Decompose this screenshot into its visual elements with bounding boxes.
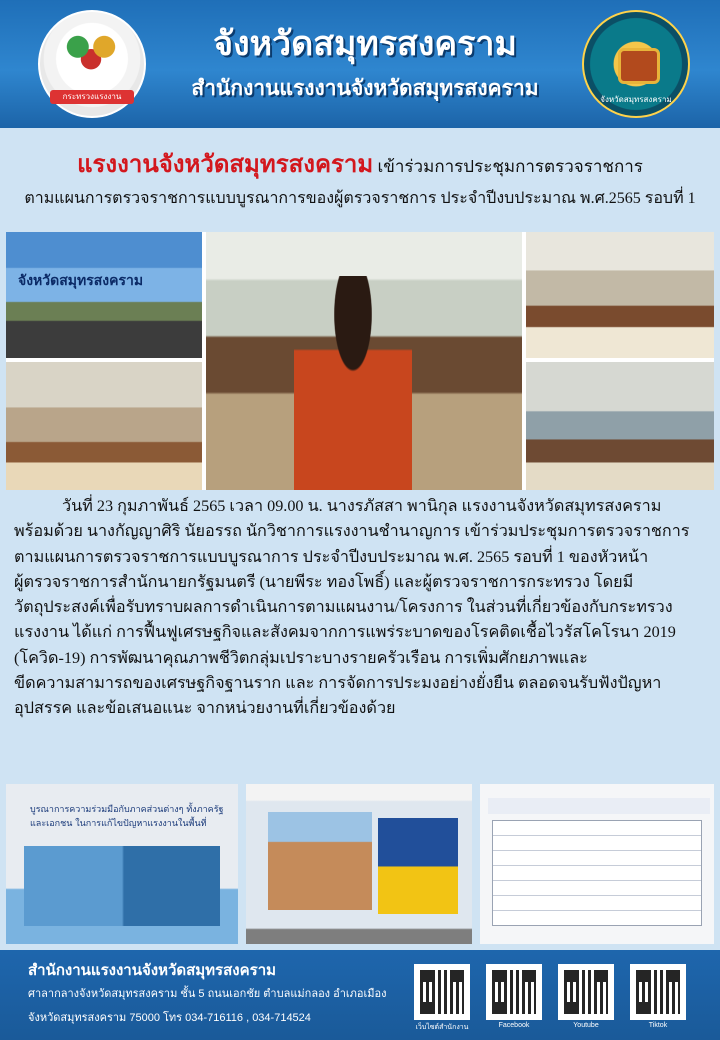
body-line: ขีดความสามารถของเศรษฐกิจฐานราก และ การจัดการประมงอย่างยั่งยืน ตลอดจนรับฟังปัญหา: [14, 674, 662, 693]
photo-sign-text: จังหวัดสมุทรสงคราม: [18, 272, 144, 288]
photo-main-speaker: [206, 232, 522, 490]
logo-ribbon-text: กระทรวงแรงงาน: [50, 90, 134, 104]
photo-meeting-screen: [6, 232, 202, 358]
qr-label-youtube: Youtube: [573, 1022, 599, 1029]
qr-tiktok[interactable]: [630, 964, 686, 1020]
photo-slide-cooperation: [6, 784, 238, 944]
photo-collage: [6, 232, 714, 490]
province-seal-logo: [582, 10, 690, 118]
qr-code-icon: [420, 970, 464, 1014]
seal-drum-icon: [618, 48, 660, 84]
qr-label-website: เว็บไซต์สำนักงาน: [415, 1024, 469, 1031]
qr-label-tiktok: Tiktok: [648, 1022, 668, 1029]
headline-rest: เข้าร่วมการประชุมการตรวจราชการ: [373, 157, 643, 176]
slide3-table: [492, 820, 702, 926]
qr-label-facebook: Facebook: [498, 1022, 530, 1029]
body-line: วัตถุประสงค์เพื่อรับทราบผลการดำเนินการตามแผนงาน/โครงการ ในส่วนที่เกี่ยวข้องกับกระทรวง: [14, 598, 673, 617]
ministry-of-labour-logo: [38, 10, 146, 118]
header-banner: [0, 0, 720, 128]
province-title: จังหวัดสมุทรสงคราม: [213, 25, 517, 63]
photo-meeting-table: [526, 232, 714, 358]
photo-slide-table: [480, 784, 714, 944]
slide1-title: บูรณาการความร่วมมือกับภาคส่วนต่างๆ ทั้งภาครัฐและเอกชน ในการแก้ไขปัญหาแรงงานในพื้นที่: [30, 805, 224, 829]
slide2-image-poster: [378, 818, 458, 914]
body-line: พร้อมด้วย นางกัญญาศิริ นัยอรรถ นักวิชาการแรงงานชำนาญการ เข้าร่วมประชุมการตรวจราชการ: [14, 522, 690, 541]
qr-code-icon: [636, 970, 680, 1014]
office-subtitle: สำนักงานแรงงานจังหวัดสมุทรสงคราม: [191, 77, 539, 100]
footer-org-name: สำนักงานแรงงานจังหวัดสมุทรสงคราม: [28, 962, 276, 979]
qr-youtube[interactable]: [558, 964, 614, 1020]
body-line: (โควิด-19) การพัฒนาคุณภาพชีวิตกลุ่มเปราะบางรายครัวเรือน การเพิ่มศักยภาพและ: [14, 648, 588, 667]
body-line: ตามแผนการตรวจราชการแบบบูรณาการ ประจำปีงบประมาณ พ.ศ. 2565 รอบที่ 1 ของหัวหน้า: [14, 547, 649, 566]
news-headline-line2: ตามแผนการตรวจราชการแบบบูรณาการของผู้ตรวจราชการ ประจำปีงบประมาณ พ.ศ.2565 รอบที่ 1: [24, 190, 696, 207]
qr-code-icon: [492, 970, 536, 1014]
seal-text: จังหวัดสมุทรสงคราม: [600, 95, 672, 104]
qr-facebook[interactable]: [486, 964, 542, 1020]
body-line: อุปสรรค และข้อเสนอแนะ จากหน่วยงานที่เกี่ยวข้องด้วย: [14, 699, 396, 718]
qr-website[interactable]: [414, 964, 470, 1020]
logo-figures-icon: [58, 22, 124, 84]
body-line: ผู้ตรวจราชการสำนักนายกรัฐมนตรี (นายพีระ ทองโพธิ์) และผู้ตรวจราชการกระทรวง โดยมี: [14, 572, 634, 591]
headline-office-name: แรงงานจังหวัดสมุทรสงคราม: [77, 152, 374, 178]
photo-slide-activities: [246, 784, 472, 944]
footer: [0, 950, 720, 1040]
news-headline: [0, 144, 720, 183]
footer-address-line2: จังหวัดสมุทรสงคราม 75000 โทร 034-716116 , 034-714524: [28, 1012, 311, 1024]
photo-participant-right: [526, 362, 714, 490]
qr-code-icon: [564, 970, 608, 1014]
speaker-figure: [294, 276, 412, 490]
slide-photos: [0, 780, 720, 948]
slide2-image-crowd: [268, 812, 372, 910]
slide1-image: [24, 846, 220, 926]
photo-participant-left: [6, 362, 202, 490]
footer-address-line1: ศาลากลางจังหวัดสมุทรสงคราม ชั้น 5 ถนนเอกชัย ตำบลแม่กลอง อำเภอเมือง: [28, 988, 387, 1000]
article-body: [14, 494, 706, 722]
body-line: แรงงาน ได้แก่ การฟื้นฟูเศรษฐกิจและสังคมจากการแพร่ระบาดของโรคติดเชื้อไวรัสโคโรนา 2019: [14, 623, 676, 642]
slide3-title-bar: [488, 798, 710, 814]
body-line: วันที่ 23 กุมภาพันธ์ 2565 เวลา 09.00 น. นางรภัสสา พานิกุล แรงงานจังหวัดสมุทรสงคราม: [62, 497, 662, 515]
